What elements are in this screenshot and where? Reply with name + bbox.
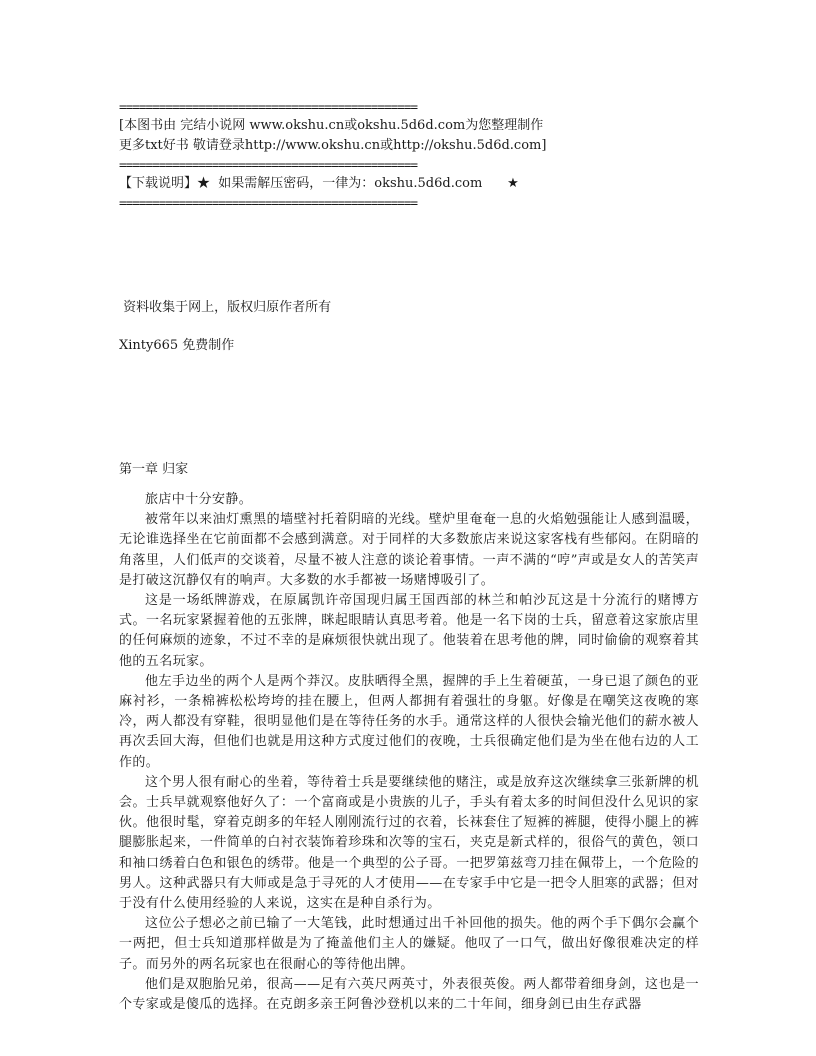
paragraph: 这位公子想必之前已输了一大笔钱，此时想通过出千补回他的损失。他的两个手下偶尔会赢个一两把，但士兵知道那样做是为了掩盖他们主人的嫌疑。他叹了一口气，做出好像很难决定的样子。而另外的两名玩家也在很耐心的等待他出牌。	[119, 916, 699, 972]
chapter-title: 第一章 归家	[119, 462, 189, 477]
separator-rule: =============================================	[119, 157, 418, 172]
separator-rule: =============================================	[119, 195, 418, 210]
chapter-body	[119, 490, 699, 1015]
paragraph: 旅店中十分安静。	[145, 492, 253, 507]
separator-rule: =============================================	[119, 99, 418, 114]
paragraph: 他们是双胞胎兄弟，很高——足有六英尺两英寸，外表很英俊。两人都带着细身剑，这也是一个专家或是傻瓜的选择。在克朗多亲王阿鲁沙登机以来的二十年间，细身剑已由生存武器	[119, 976, 699, 1013]
header-line-2: 更多txt好书 敬请登录http://www.okshu.cn或http://okshu.5d6d.com]	[119, 138, 547, 153]
paragraph: 这个男人很有耐心的坐着，等待着士兵是要继续他的赌注，或是放弃这次继续拿三张新牌的机会。士兵早就观察他好久了：一个富商或是小贵族的儿子，手头有着太多的时间但没什么见识的家伙。他很时髦，穿着克朗多的年轻人刚刚流行过的衣着，长袜套住了短裤的裤腿，使得小腿上的裤腿膨胀起来，一件简单的白衬衣装饰着珍珠和次等的宝石，夹克是新式样的，很俗气的黄色，领口和袖口绣着白色和银色的绣带。他是一个典型的公子哥。一把罗第兹弯刀挂在佩带上，一个危险的男人。这种武器只有大师或是急于寻死的人才使用——在专家手中它是一把令人胆寒的武器；但对于没有什么使用经验的人来说，这实在是种自杀行为。	[119, 774, 699, 912]
source-note: 资料收集于网上，版权归原作者所有	[119, 300, 332, 315]
maker-note: Xinty665 免费制作	[119, 338, 235, 353]
paragraph: 这是一场纸牌游戏，在原属凯许帝国现归属王国西部的林兰和帕沙瓦这是十分流行的赌博方式。一名玩家紧握着他的五张牌，眯起眼睛认真思考着。他是一名下岗的士兵，留意着这家旅店里的任何麻烦的迹象，不过不幸的是麻烦很快就出现了。他装着在思考他的牌，同时偷偷的观察着其他的五名玩家。	[119, 593, 699, 669]
download-note: 【下载说明】★ 如果需解压密码，一律为：okshu.5d6d.com ★	[119, 176, 519, 191]
paragraph: 被常年以来油灯熏黑的墙壁衬托着阴暗的光线。壁炉里奄奄一息的火焰勉强能让人感到温暖，无论谁选择坐在它前面都不会感到满意。对于同样的大多数旅店来说这家客栈有些郁闷。在阴暗的角落里，人们低声的交谈着，尽量不被人注意的谈论着事情。一声不满的“哼”声或是女人的苦笑声是打破这沉静仅有的响声。大多数的水手都被一场赌博吸引了。	[119, 512, 699, 588]
header-line-1: [本图书由 完结小说网 www.okshu.cn或okshu.5d6d.com为您整理制作	[119, 118, 544, 133]
document-page	[119, 98, 699, 1015]
paragraph: 他左手边坐的两个人是两个莽汉。皮肤晒得全黑，握牌的手上生着硬茧，一身已退了颜色的亚麻衬衫，一条棉裤松松垮垮的挂在腰上，但两人都拥有着强壮的身躯。好像是在嘲笑这夜晚的寒冷，两人都没有穿鞋，很明显他们是在等待任务的水手。通常这样的人很快会输光他们的薪水被人再次丢回大海，但他们也就是用这种方式度过他们的夜晚，士兵很确定他们是为坐在他右边的人工作的。	[119, 673, 699, 770]
